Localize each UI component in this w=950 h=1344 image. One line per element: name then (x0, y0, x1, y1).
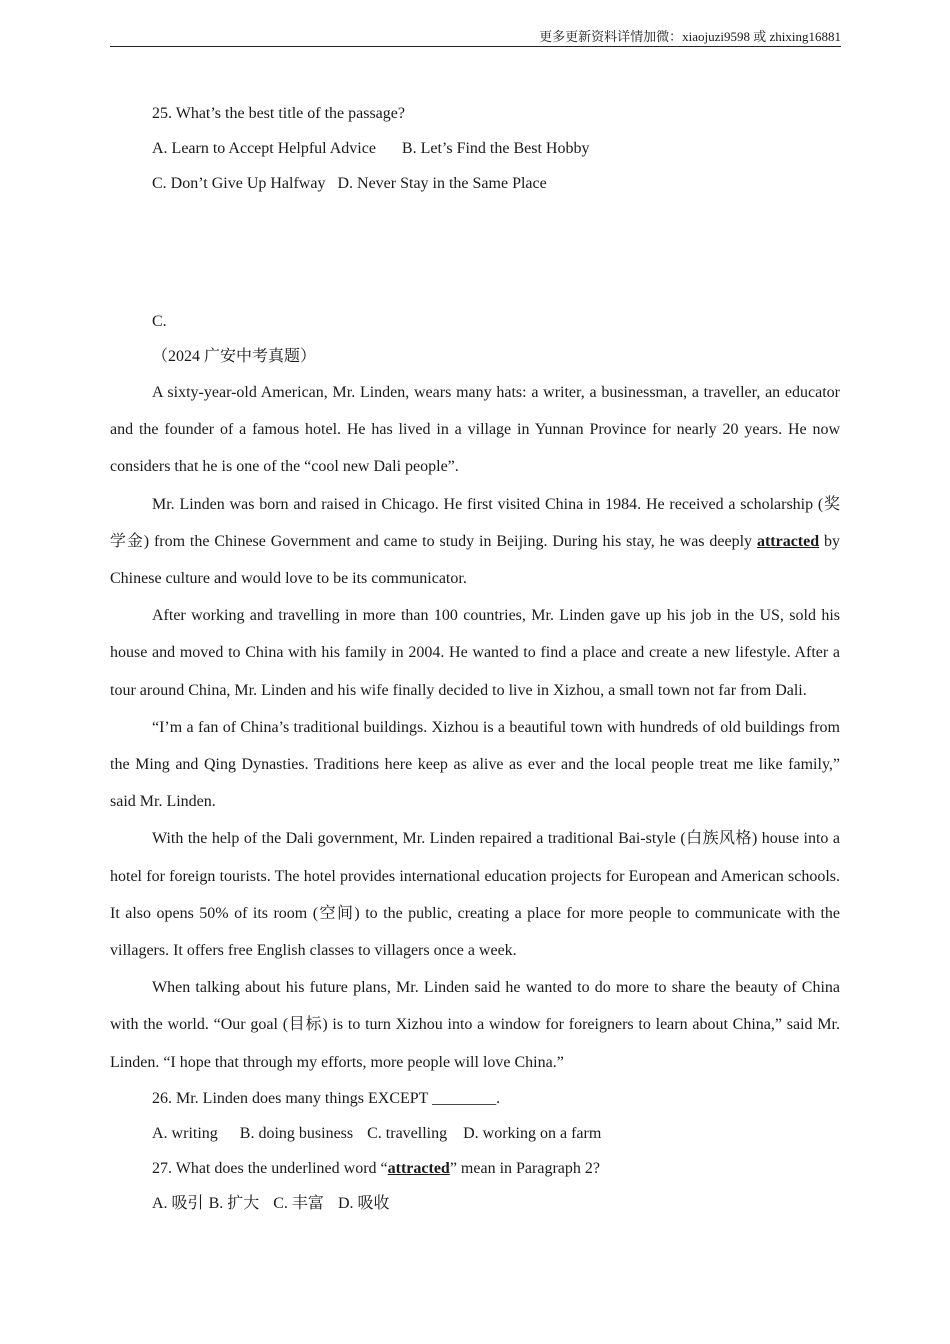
question-27 (110, 1151, 840, 1186)
option-a: A. writing (152, 1124, 218, 1142)
option-c: C. Don’t Give Up Halfway (152, 175, 326, 192)
document-body (110, 96, 840, 1221)
question-25-options-ab (110, 131, 840, 166)
question-26: 26. Mr. Linden does many things EXCEPT ________. (152, 1089, 501, 1107)
passage-paragraph-5: With the help of the Dali government, Mr. Linden repaired a traditional Bai-style (白族风格) house into a hotel for foreign tourists. The hotel provides international education projects for European and American schools. It also opens 50% of its room (空间) to the public, creating a place for more people to communicate with the villagers. It offers free English classes to villagers once a week. (110, 830, 840, 960)
option-c: C. travelling (367, 1124, 448, 1142)
passage-paragraph-3: After working and travelling in more than 100 countries, Mr. Linden gave up his job in the US, sold his house and moved to China with his family in 2004. He wanted to find a place and create a new lifestyle. After a tour around China, Mr. Linden and his wife finally decided to live in Xizhou, a small town not far from Dali. (110, 607, 840, 699)
question-25-options-cd (110, 166, 840, 201)
option-c: C. 丰富 (273, 1194, 324, 1212)
section-label: C. (152, 313, 167, 330)
passage-paragraph-1: A sixty-year-old American, Mr. Linden, wears many hats: a writer, a businessman, a traveller, an educator and the founder of a famous hotel. He has lived in a village in Yunnan Province for nearly 20 years. He now considers that he is one of the “cool new Dali people”. (110, 384, 840, 476)
option-a: A. 吸引 (152, 1194, 204, 1212)
passage-paragraph-6: When talking about his future plans, Mr. Linden said he wanted to do more to share the beauty of China with the world. “Our goal (目标) is to turn Xizhou into a window for foreigners to learn about China,” said Mr. Linden. “I hope that through my efforts, more people will love China.” (110, 979, 840, 1071)
p2-text-before: Mr. Linden was born and raised in Chicago. He first visited China in 1984. He received a scholarship (奖学金) from the Chinese Government and came to study in Beijing. During his stay, he was deeply (110, 495, 840, 550)
underlined-word: attracted (756, 532, 820, 550)
q27-underlined-word: attracted (387, 1159, 450, 1177)
option-b: B. Let’s Find the Best Hobby (401, 140, 590, 157)
p2-text-after: by Chinese culture and would love to be its communicator. (110, 532, 840, 588)
spacer (110, 201, 840, 304)
question-26-options (110, 1116, 840, 1151)
question-25: 25. What’s the best title of the passage? (152, 105, 405, 122)
option-d: D. 吸收 (337, 1194, 390, 1212)
passage-paragraph-4: “I’m a fan of China’s traditional buildings. Xizhou is a beautiful town with hundreds of old buildings from the Ming and Qing Dynasties. Traditions here keep as alive as ever and the local people treat me like family,” said Mr. Linden. (110, 718, 840, 811)
passage-paragraph-2 (110, 486, 840, 598)
option-b: B. 扩大 (208, 1194, 260, 1212)
q27-text-before: 27. What does the underlined word “ (152, 1159, 388, 1177)
option-d: D. Never Stay in the Same Place (337, 175, 547, 192)
question-27-options (110, 1186, 840, 1221)
option-b: B. doing business (239, 1124, 354, 1142)
option-d: D. working on a farm (463, 1124, 602, 1142)
option-a: A. Learn to Accept Helpful Advice (152, 140, 376, 157)
page-header (110, 27, 841, 47)
header-text: 更多更新资料详情加微：xiaojuzi9598 或 zhixing16881 (539, 29, 841, 44)
q27-text-after: ” mean in Paragraph 2? (449, 1159, 600, 1177)
section-source: （2024 广安中考真题） (152, 348, 317, 365)
